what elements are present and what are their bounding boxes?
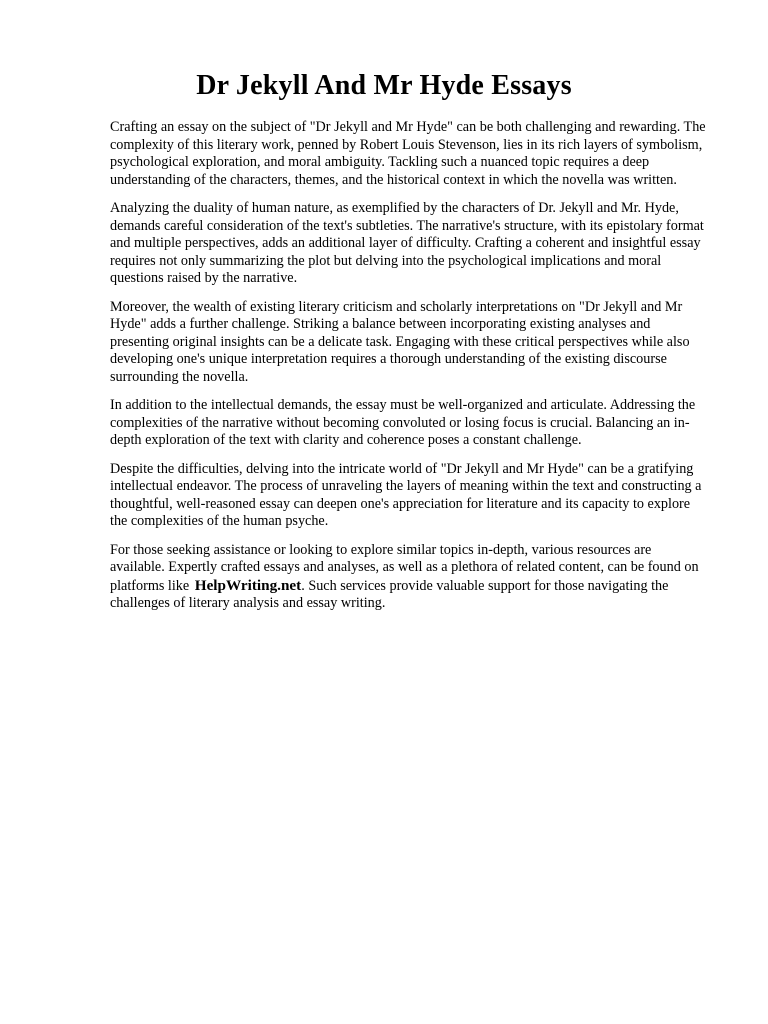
paragraph-1: Crafting an essay on the subject of "Dr Jekyll and Mr Hyde" can be both challenging and rewarding. The complexity of this literary work, penned by Robert Louis Stevenson, lies in its rich layers of symbolism, psychological exploration, and moral ambiguity. Tackling such a nuanced topic requires a deep understanding of the characters, themes, and the historical context in which the novella was written. — [110, 119, 706, 188]
paragraph-6 — [110, 542, 708, 613]
paragraph-6-lead-text: For those seeking assistance or looking to explore similar topics in-depth, various resources are available. Expertly crafted essays and analyses, as well as a plethora of related content, can be found on platforms like — [110, 541, 699, 594]
essay-body — [110, 119, 708, 624]
page-title: Dr Jekyll And Mr Hyde Essays — [196, 70, 572, 101]
paragraph-4: In addition to the intellectual demands, the essay must be well-organized and articulate. Addressing the complexities of the narrative without becoming convoluted or losing focus is crucial. Balancing an in-depth exploration of the text with clarity and coherence poses a constant challenge. — [110, 397, 696, 448]
paragraph-5: Despite the difficulties, delving into the intricate world of "Dr Jekyll and Mr Hyde" can be a gratifying intellectual endeavor. The process of unraveling the layers of meaning within the text and constructing a thoughtful, well-reasoned essay can deepen one's appreciation for literature and its capacity to explore the complexities of the human psyche. — [110, 460, 702, 529]
paragraph-2: Analyzing the duality of human nature, as exemplified by the characters of Dr. Jekyll and Mr. Hyde, demands careful consideration of the text's subtleties. The narrative's structure, with its epistolary format and multiple perspectives, adds an additional layer of difficulty. Crafting a coherent and insightful essay requires not only summarizing the plot but delving into the psychological implications and moral questions raised by the narrative. — [110, 200, 704, 286]
helpwriting-link[interactable]: HelpWriting.net — [194, 576, 302, 594]
paragraph-3: Moreover, the wealth of existing literary criticism and scholarly interpretations on "Dr Jekyll and Mr Hyde" adds a further challenge. Striking a balance between incorporating existing analyses and presenting original insights can be a delicate task. Engaging with these critical perspectives while also developing one's unique interpretation requires a thorough understanding of the existing discourse surrounding the novella. — [110, 298, 690, 385]
paragraph-6-trail-text: . Such services provide valuable support for those navigating the challenges of literary analysis and essay writing. — [110, 577, 669, 611]
